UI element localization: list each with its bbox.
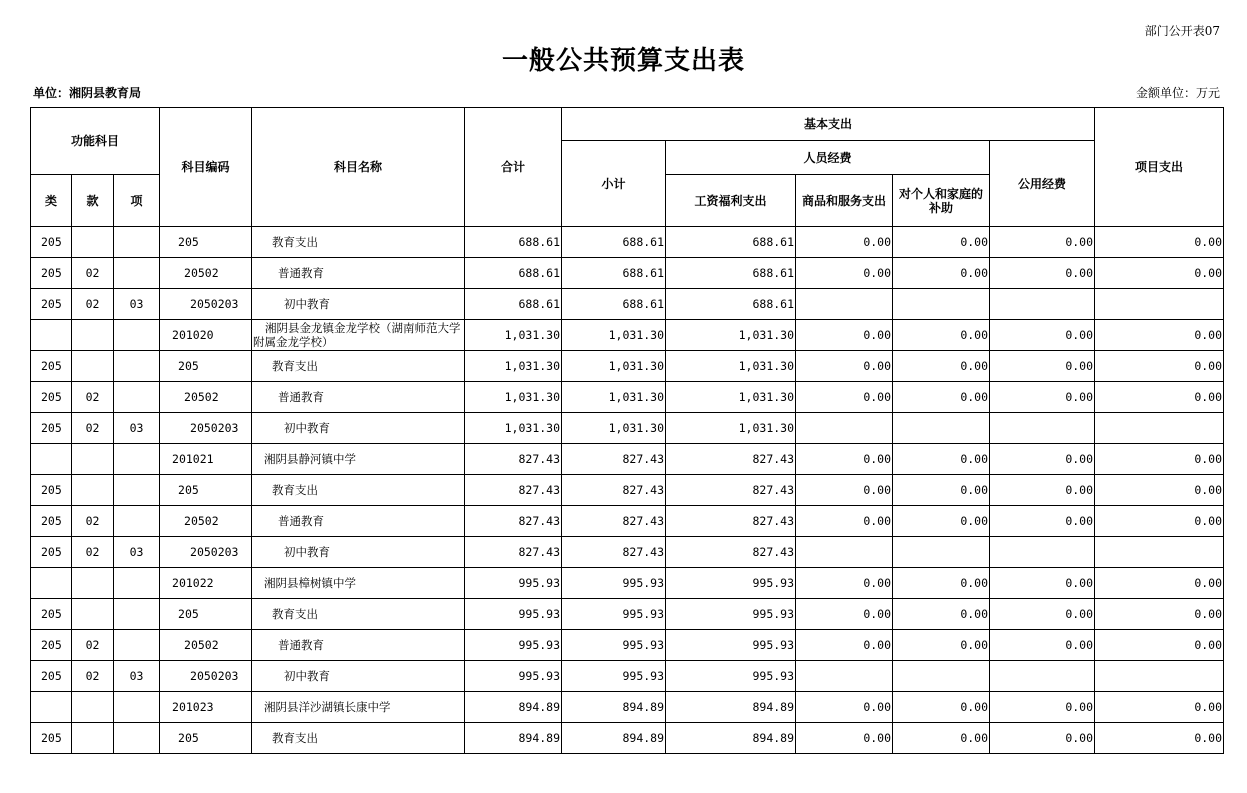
- cell-name: 教育支出: [252, 475, 465, 506]
- cell-project: [1095, 661, 1224, 692]
- cell-kuan: [72, 723, 114, 754]
- unit-label: 单位：湘阴县教育局: [33, 86, 142, 100]
- cell-goods: 0.00: [796, 351, 893, 382]
- header-goods: 商品和服务支出: [796, 175, 893, 227]
- header-name: 科目名称: [252, 108, 465, 227]
- cell-public: 0.00: [990, 444, 1095, 475]
- cell-wage: 1,031.30: [666, 413, 796, 444]
- cell-subsidy: 0.00: [893, 382, 990, 413]
- cell-subsidy: [893, 537, 990, 568]
- cell-public: 0.00: [990, 568, 1095, 599]
- cell-wage: 894.89: [666, 723, 796, 754]
- cell-subsidy: 0.00: [893, 630, 990, 661]
- cell-wage: 1,031.30: [666, 320, 796, 351]
- cell-public: 0.00: [990, 227, 1095, 258]
- cell-public: 0.00: [990, 475, 1095, 506]
- cell-goods: 0.00: [796, 444, 893, 475]
- cell-code: 201023: [160, 692, 252, 723]
- cell-goods: 0.00: [796, 258, 893, 289]
- cell-goods: 0.00: [796, 227, 893, 258]
- cell-subtotal: 894.89: [562, 692, 666, 723]
- header-project: 项目支出: [1095, 108, 1224, 227]
- cell-public: [990, 537, 1095, 568]
- cell-xiang: [114, 258, 160, 289]
- cell-kuan: [72, 351, 114, 382]
- table-row: [31, 351, 1224, 382]
- cell-code: 2050203: [160, 661, 252, 692]
- cell-name: 初中教育: [252, 661, 465, 692]
- cell-name: 教育支出: [252, 723, 465, 754]
- cell-project: 0.00: [1095, 723, 1224, 754]
- cell-wage: 688.61: [666, 258, 796, 289]
- cell-code: 205: [160, 227, 252, 258]
- cell-wage: 688.61: [666, 289, 796, 320]
- cell-total: 1,031.30: [465, 320, 562, 351]
- cell-goods: 0.00: [796, 320, 893, 351]
- table-row: [31, 506, 1224, 537]
- cell-lei: 205: [31, 382, 72, 413]
- cell-wage: 995.93: [666, 630, 796, 661]
- cell-subtotal: 827.43: [562, 475, 666, 506]
- cell-xiang: 03: [114, 413, 160, 444]
- cell-goods: 0.00: [796, 692, 893, 723]
- header-subtotal: 小计: [562, 141, 666, 227]
- cell-subtotal: 995.93: [562, 599, 666, 630]
- cell-subtotal: 1,031.30: [562, 351, 666, 382]
- cell-name: 湘阴县樟树镇中学: [252, 568, 465, 599]
- cell-code: 205: [160, 475, 252, 506]
- cell-goods: 0.00: [796, 630, 893, 661]
- table-row: [31, 258, 1224, 289]
- cell-project: 0.00: [1095, 382, 1224, 413]
- cell-subtotal: 827.43: [562, 537, 666, 568]
- cell-name: 湘阴县金龙镇金龙学校（湖南师范大学附属金龙学校）: [252, 320, 465, 351]
- cell-lei: [31, 692, 72, 723]
- cell-total: 995.93: [465, 568, 562, 599]
- cell-subtotal: 1,031.30: [562, 320, 666, 351]
- cell-subtotal: 827.43: [562, 444, 666, 475]
- cell-goods: 0.00: [796, 599, 893, 630]
- cell-xiang: [114, 351, 160, 382]
- cell-subsidy: 0.00: [893, 475, 990, 506]
- cell-kuan: 02: [72, 382, 114, 413]
- cell-subsidy: 0.00: [893, 599, 990, 630]
- cell-name: 普通教育: [252, 630, 465, 661]
- amount-unit-label: 金额单位：万元: [1135, 86, 1220, 100]
- cell-subsidy: 0.00: [893, 723, 990, 754]
- cell-public: 0.00: [990, 630, 1095, 661]
- header-public: 公用经费: [990, 141, 1095, 227]
- cell-wage: 995.93: [666, 599, 796, 630]
- cell-lei: 205: [31, 506, 72, 537]
- cell-code: 20502: [160, 382, 252, 413]
- cell-kuan: 02: [72, 537, 114, 568]
- cell-subtotal: 688.61: [562, 258, 666, 289]
- cell-public: 0.00: [990, 351, 1095, 382]
- cell-kuan: [72, 475, 114, 506]
- cell-total: 995.93: [465, 661, 562, 692]
- cell-total: 995.93: [465, 630, 562, 661]
- cell-goods: [796, 661, 893, 692]
- cell-public: [990, 413, 1095, 444]
- cell-xiang: [114, 475, 160, 506]
- cell-name: 初中教育: [252, 537, 465, 568]
- cell-total: 827.43: [465, 444, 562, 475]
- cell-wage: 995.93: [666, 661, 796, 692]
- budget-expenditure-table: [30, 107, 1224, 754]
- cell-xiang: [114, 320, 160, 351]
- cell-kuan: 02: [72, 258, 114, 289]
- cell-subtotal: 688.61: [562, 289, 666, 320]
- cell-kuan: 02: [72, 289, 114, 320]
- cell-public: 0.00: [990, 320, 1095, 351]
- table-row: [31, 692, 1224, 723]
- cell-kuan: [72, 444, 114, 475]
- cell-subtotal: 1,031.30: [562, 382, 666, 413]
- cell-name: 普通教育: [252, 382, 465, 413]
- cell-wage: 1,031.30: [666, 382, 796, 413]
- cell-code: 201022: [160, 568, 252, 599]
- cell-kuan: [72, 227, 114, 258]
- cell-wage: 894.89: [666, 692, 796, 723]
- cell-name: 初中教育: [252, 413, 465, 444]
- cell-lei: 205: [31, 599, 72, 630]
- cell-xiang: [114, 227, 160, 258]
- cell-wage: 688.61: [666, 227, 796, 258]
- cell-kuan: 02: [72, 630, 114, 661]
- cell-subsidy: 0.00: [893, 320, 990, 351]
- cell-public: 0.00: [990, 258, 1095, 289]
- cell-public: 0.00: [990, 506, 1095, 537]
- cell-code: 2050203: [160, 289, 252, 320]
- cell-name: 普通教育: [252, 258, 465, 289]
- cell-lei: 205: [31, 227, 72, 258]
- cell-project: [1095, 537, 1224, 568]
- cell-subsidy: [893, 413, 990, 444]
- cell-project: [1095, 289, 1224, 320]
- cell-public: 0.00: [990, 692, 1095, 723]
- cell-subtotal: 995.93: [562, 661, 666, 692]
- header-kuan: 款: [72, 175, 114, 227]
- cell-lei: 205: [31, 723, 72, 754]
- cell-wage: 1,031.30: [666, 351, 796, 382]
- cell-subtotal: 827.43: [562, 506, 666, 537]
- cell-name: 湘阴县洋沙湖镇长康中学: [252, 692, 465, 723]
- cell-kuan: [72, 599, 114, 630]
- header-subsidy: 对个人和家庭的补助: [893, 175, 990, 227]
- cell-code: 20502: [160, 258, 252, 289]
- cell-project: [1095, 413, 1224, 444]
- table-row: [31, 413, 1224, 444]
- cell-project: 0.00: [1095, 599, 1224, 630]
- cell-lei: [31, 444, 72, 475]
- header-xiang: 项: [114, 175, 160, 227]
- cell-public: 0.00: [990, 599, 1095, 630]
- cell-project: 0.00: [1095, 227, 1224, 258]
- cell-project: 0.00: [1095, 475, 1224, 506]
- page-title: 一般公共预算支出表: [501, 46, 745, 76]
- cell-goods: [796, 537, 893, 568]
- cell-lei: 205: [31, 351, 72, 382]
- cell-wage: 995.93: [666, 568, 796, 599]
- cell-xiang: [114, 568, 160, 599]
- table-row: [31, 630, 1224, 661]
- cell-subsidy: 0.00: [893, 258, 990, 289]
- cell-project: 0.00: [1095, 258, 1224, 289]
- cell-kuan: 02: [72, 506, 114, 537]
- cell-total: 827.43: [465, 537, 562, 568]
- cell-lei: 205: [31, 661, 72, 692]
- cell-xiang: 03: [114, 537, 160, 568]
- table-row: [31, 599, 1224, 630]
- header-wage: 工资福利支出: [666, 175, 796, 227]
- table-row: [31, 723, 1224, 754]
- cell-total: 1,031.30: [465, 351, 562, 382]
- cell-code: 201021: [160, 444, 252, 475]
- cell-lei: 205: [31, 537, 72, 568]
- cell-project: 0.00: [1095, 506, 1224, 537]
- header-func-subject: 功能科目: [31, 108, 160, 175]
- cell-subsidy: 0.00: [893, 506, 990, 537]
- table-row: [31, 568, 1224, 599]
- cell-subtotal: 995.93: [562, 568, 666, 599]
- cell-public: 0.00: [990, 382, 1095, 413]
- cell-wage: 827.43: [666, 506, 796, 537]
- cell-public: 0.00: [990, 723, 1095, 754]
- cell-name: 教育支出: [252, 599, 465, 630]
- cell-project: 0.00: [1095, 351, 1224, 382]
- cell-xiang: [114, 506, 160, 537]
- cell-subsidy: [893, 289, 990, 320]
- cell-subsidy: 0.00: [893, 351, 990, 382]
- cell-kuan: 02: [72, 413, 114, 444]
- cell-xiang: 03: [114, 289, 160, 320]
- cell-xiang: 03: [114, 661, 160, 692]
- cell-name: 初中教育: [252, 289, 465, 320]
- cell-goods: [796, 413, 893, 444]
- form-code-label: 部门公开表07: [1144, 24, 1220, 38]
- cell-name: 湘阴县静河镇中学: [252, 444, 465, 475]
- table-row: [31, 475, 1224, 506]
- cell-project: 0.00: [1095, 568, 1224, 599]
- table-row: [31, 227, 1224, 258]
- cell-total: 995.93: [465, 599, 562, 630]
- cell-subsidy: 0.00: [893, 568, 990, 599]
- cell-total: 827.43: [465, 475, 562, 506]
- cell-project: 0.00: [1095, 444, 1224, 475]
- cell-total: 688.61: [465, 227, 562, 258]
- cell-goods: 0.00: [796, 475, 893, 506]
- header-basic: 基本支出: [562, 108, 1095, 141]
- cell-code: 205: [160, 599, 252, 630]
- cell-wage: 827.43: [666, 444, 796, 475]
- table-row: [31, 382, 1224, 413]
- cell-lei: [31, 568, 72, 599]
- cell-xiang: [114, 630, 160, 661]
- cell-kuan: [72, 692, 114, 723]
- cell-name: 教育支出: [252, 351, 465, 382]
- cell-total: 894.89: [465, 692, 562, 723]
- cell-goods: 0.00: [796, 382, 893, 413]
- cell-xiang: [114, 599, 160, 630]
- cell-total: 688.61: [465, 258, 562, 289]
- table-row: [31, 289, 1224, 320]
- table-row: [31, 661, 1224, 692]
- header-lei: 类: [31, 175, 72, 227]
- cell-total: 1,031.30: [465, 413, 562, 444]
- cell-name: 教育支出: [252, 227, 465, 258]
- cell-xiang: [114, 692, 160, 723]
- cell-xiang: [114, 382, 160, 413]
- cell-code: 201020: [160, 320, 252, 351]
- cell-subsidy: 0.00: [893, 444, 990, 475]
- cell-name: 普通教育: [252, 506, 465, 537]
- cell-subtotal: 894.89: [562, 723, 666, 754]
- cell-code: 20502: [160, 630, 252, 661]
- cell-code: 2050203: [160, 413, 252, 444]
- cell-subtotal: 995.93: [562, 630, 666, 661]
- cell-code: 205: [160, 723, 252, 754]
- cell-lei: 205: [31, 289, 72, 320]
- cell-lei: 205: [31, 413, 72, 444]
- cell-project: 0.00: [1095, 320, 1224, 351]
- cell-lei: [31, 320, 72, 351]
- cell-project: 0.00: [1095, 630, 1224, 661]
- cell-wage: 827.43: [666, 537, 796, 568]
- cell-lei: 205: [31, 475, 72, 506]
- cell-kuan: [72, 568, 114, 599]
- cell-code: 205: [160, 351, 252, 382]
- header-personnel: 人员经费: [666, 141, 990, 175]
- cell-subsidy: [893, 661, 990, 692]
- cell-lei: 205: [31, 630, 72, 661]
- cell-public: [990, 661, 1095, 692]
- cell-xiang: [114, 723, 160, 754]
- table-body: [31, 227, 1224, 754]
- cell-goods: 0.00: [796, 568, 893, 599]
- header-total: 合计: [465, 108, 562, 227]
- header-code: 科目编码: [160, 108, 252, 227]
- cell-goods: 0.00: [796, 723, 893, 754]
- cell-lei: 205: [31, 258, 72, 289]
- cell-total: 894.89: [465, 723, 562, 754]
- cell-code: 20502: [160, 506, 252, 537]
- cell-kuan: [72, 320, 114, 351]
- cell-total: 827.43: [465, 506, 562, 537]
- cell-public: [990, 289, 1095, 320]
- cell-kuan: 02: [72, 661, 114, 692]
- cell-subtotal: 688.61: [562, 227, 666, 258]
- cell-subtotal: 1,031.30: [562, 413, 666, 444]
- cell-total: 688.61: [465, 289, 562, 320]
- table-row: [31, 444, 1224, 475]
- cell-goods: [796, 289, 893, 320]
- cell-code: 2050203: [160, 537, 252, 568]
- table-row: [31, 537, 1224, 568]
- cell-xiang: [114, 444, 160, 475]
- cell-goods: 0.00: [796, 506, 893, 537]
- cell-project: 0.00: [1095, 692, 1224, 723]
- cell-subsidy: 0.00: [893, 227, 990, 258]
- cell-total: 1,031.30: [465, 382, 562, 413]
- cell-wage: 827.43: [666, 475, 796, 506]
- table-row: [31, 320, 1224, 351]
- cell-subsidy: 0.00: [893, 692, 990, 723]
